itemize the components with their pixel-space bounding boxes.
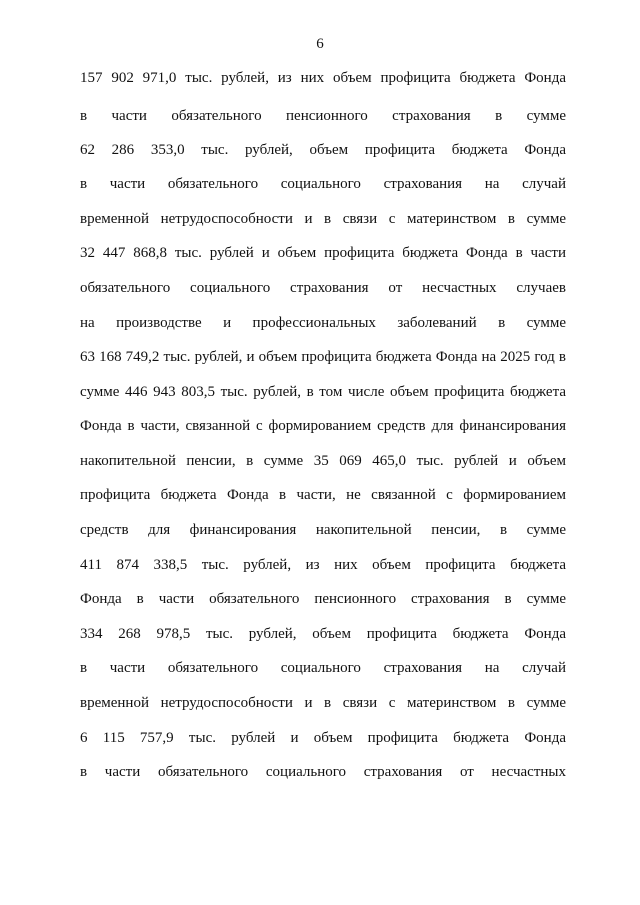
text-line-3: 62 286 353,0 тыс. рублей, объем профицита бюджета Фонда — [80, 142, 566, 158]
text-line-18: в части обязательного социального страхования на случай — [80, 660, 566, 676]
text-line-7: обязательного социального страхования от несчастных случаев — [80, 280, 566, 296]
text-line-2: в части обязательного пенсионного страхования в сумме — [80, 108, 566, 124]
text-line-9: 63 168 749,2 тыс. рублей, и объем профицита бюджета Фонда на 2025 год в — [80, 349, 566, 365]
text-line-21: в части обязательного социального страхования от несчастных — [80, 764, 566, 780]
page-number: 6 — [316, 36, 324, 52]
text-line-16: Фонда в части обязательного пенсионного страхования в сумме — [80, 591, 566, 607]
text-line-4: в части обязательного социального страхования на случай — [80, 176, 566, 192]
text-line-5: временной нетрудоспособности и в связи с материнством в сумме — [80, 211, 566, 227]
text-line-15: 411 874 338,5 тыс. рублей, из них объем профицита бюджета — [80, 557, 566, 573]
text-line-17: 334 268 978,5 тыс. рублей, объем профицита бюджета Фонда — [80, 626, 566, 642]
text-line-8: на производстве и профессиональных заболеваний в сумме — [80, 315, 566, 331]
text-line-11: Фонда в части, связанной с формированием средств для финансирования — [80, 418, 566, 434]
text-line-19: временной нетрудоспособности и в связи с материнством в сумме — [80, 695, 566, 711]
text-line-6: 32 447 868,8 тыс. рублей и объем профицита бюджета Фонда в части — [80, 245, 566, 261]
text-line-14: средств для финансирования накопительной пенсии, в сумме — [80, 522, 566, 538]
text-line-1: 157 902 971,0 тыс. рублей, из них объем профицита бюджета Фонда — [80, 70, 566, 86]
text-line-10: сумме 446 943 803,5 тыс. рублей, в том числе объем профицита бюджета — [80, 384, 566, 400]
text-line-13: профицита бюджета Фонда в части, не связанной с формированием — [80, 487, 566, 503]
text-line-20: 6 115 757,9 тыс. рублей и объем профицита бюджета Фонда — [80, 730, 566, 746]
text-line-12: накопительной пенсии, в сумме 35 069 465,0 тыс. рублей и объем — [80, 453, 566, 469]
